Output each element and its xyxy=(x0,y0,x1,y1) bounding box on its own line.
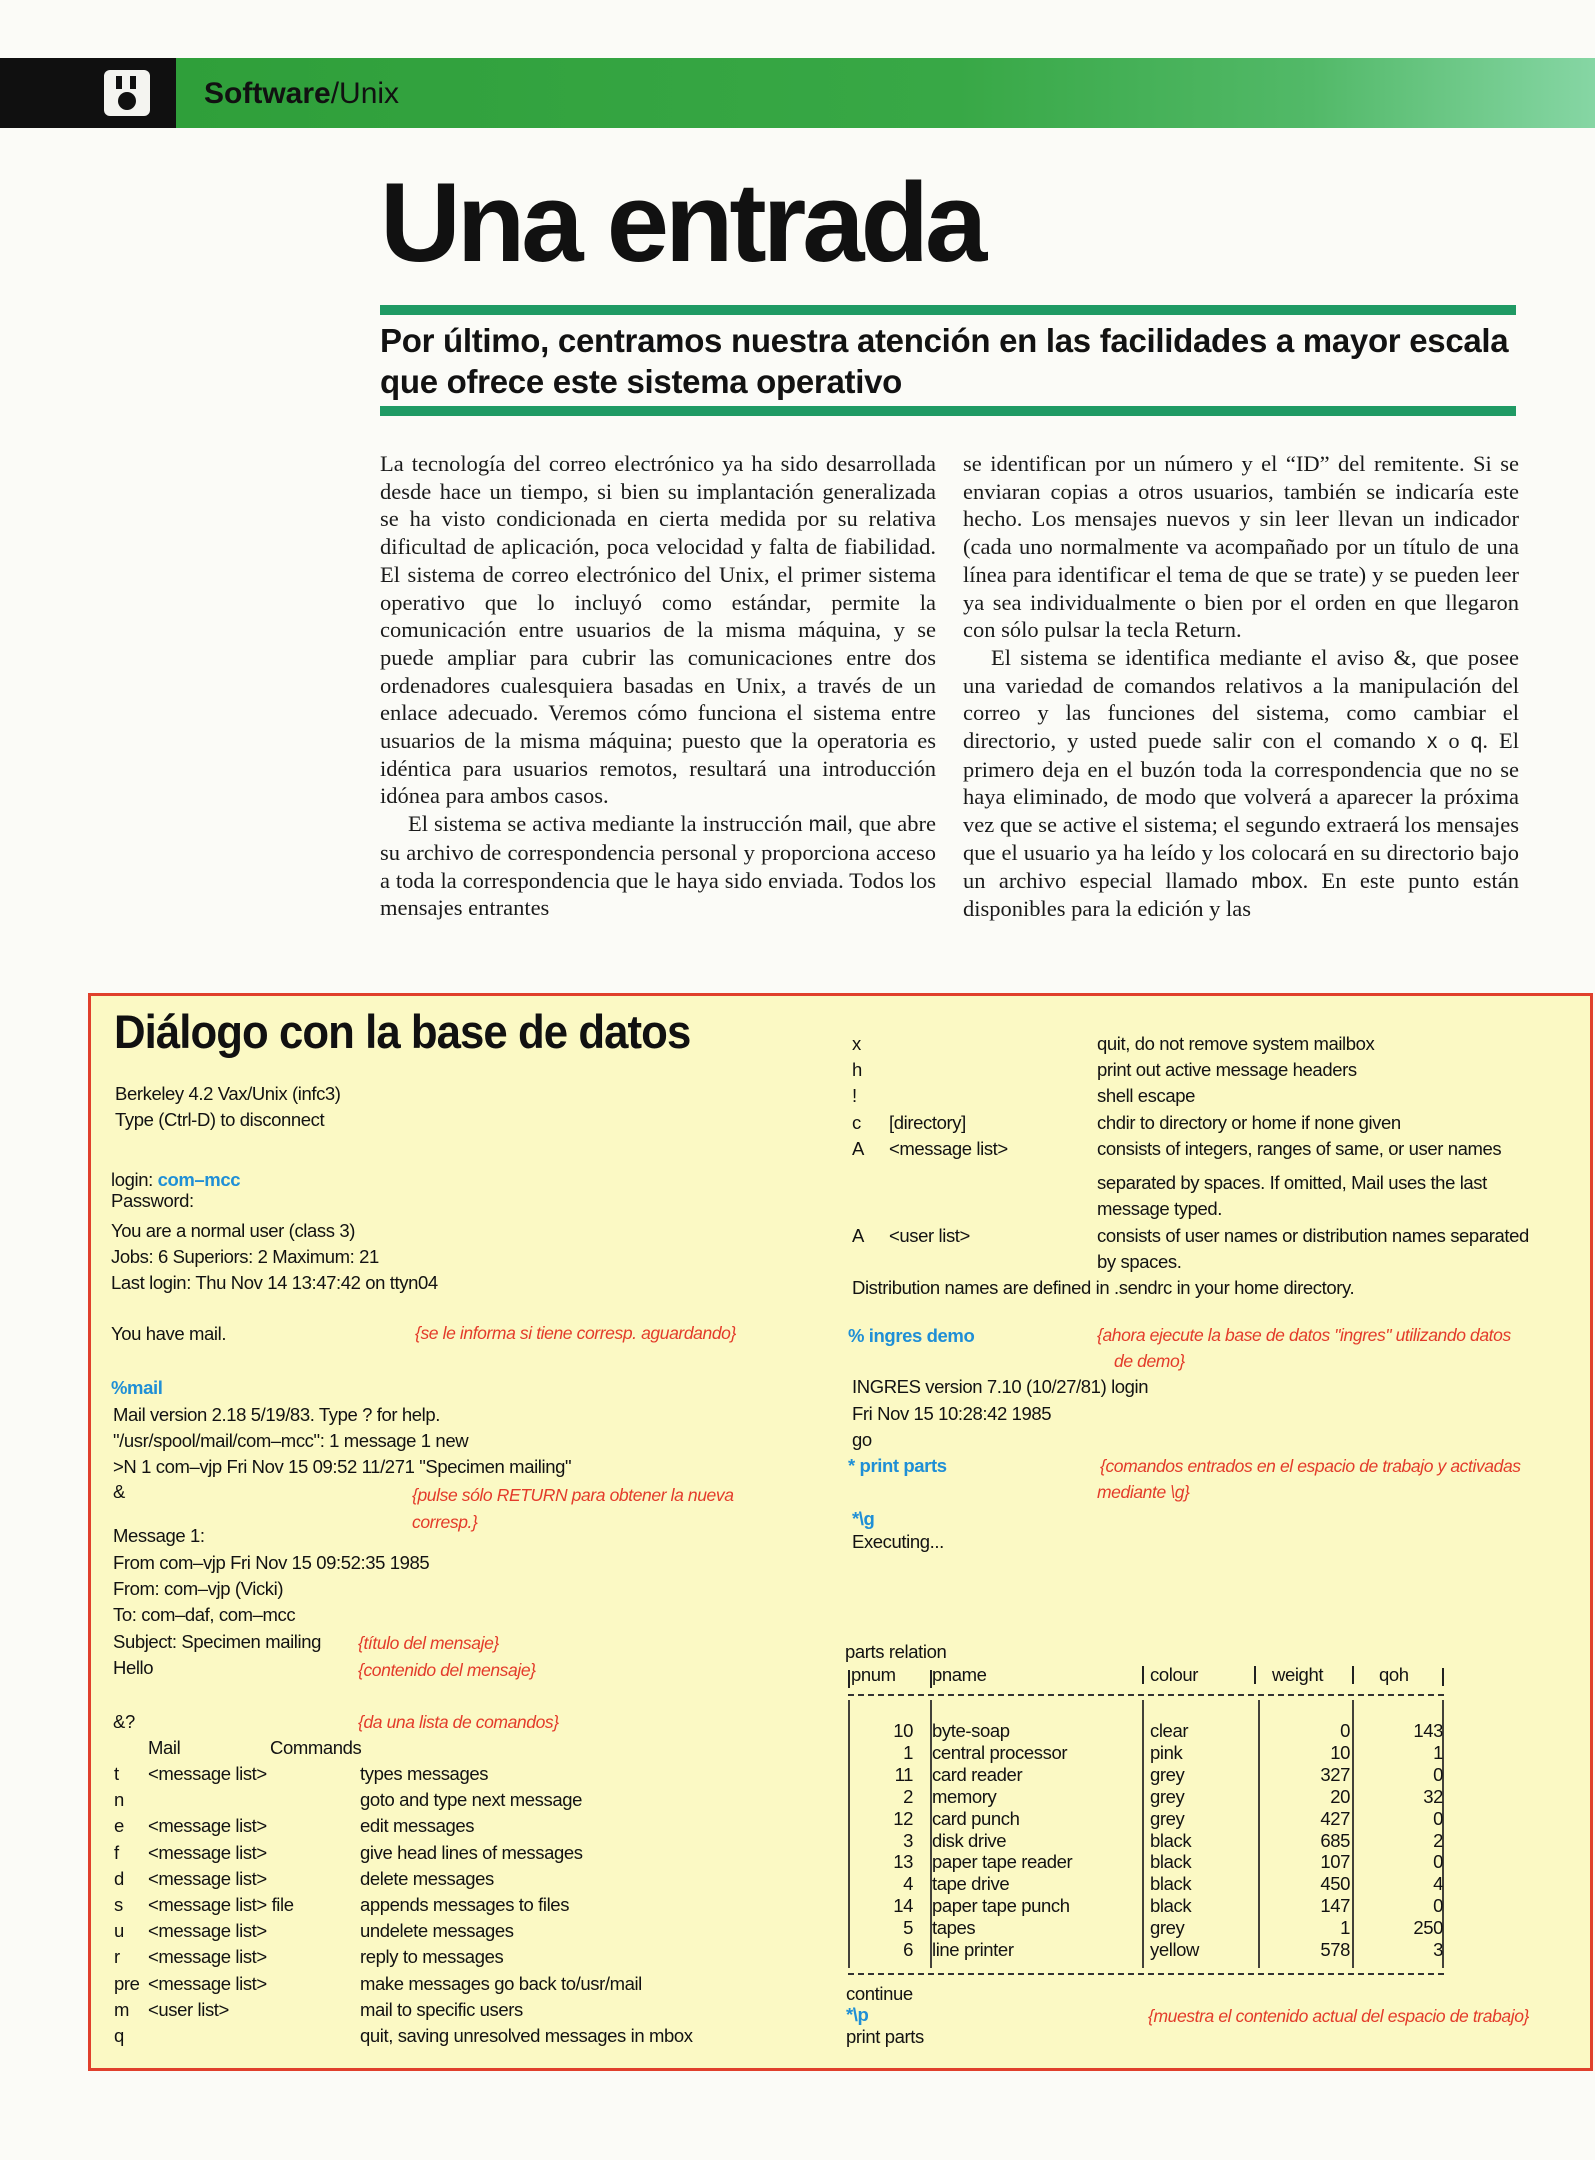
section-header-band xyxy=(0,58,1595,128)
table-column-divider xyxy=(848,1670,850,1688)
table-cell-weight: 107 xyxy=(1320,1851,1350,1873)
table-cell-pname: paper tape punch xyxy=(932,1895,1070,1917)
command-arg: [directory] xyxy=(889,1111,966,1133)
command-key: A xyxy=(852,1225,864,1246)
terminal-line: INGRES version 7.10 (10/27/81) login xyxy=(852,1376,1149,1397)
table-cell-pnum: 2 xyxy=(903,1785,913,1807)
terminal-line: Password: xyxy=(111,1190,194,1211)
annotation-note: {título del mensaje} xyxy=(358,1633,499,1653)
table-cell-weight: 578 xyxy=(1320,1939,1350,1960)
table-cell-colour: black xyxy=(1150,1873,1192,1895)
terminal-line: Last login: Thu Nov 14 13:47:42 on ttyn04 xyxy=(111,1272,438,1293)
command-arg: <message list> xyxy=(889,1137,1008,1159)
command-key: f xyxy=(114,1841,119,1863)
command-desc: consists of user names or distribution names separated xyxy=(1097,1225,1529,1246)
table-header-cell: weight xyxy=(1272,1664,1324,1685)
command-desc: mail to specific users xyxy=(360,1998,523,2020)
table-cell-weight: 427 xyxy=(1320,1807,1350,1829)
command-desc: consists of integers, ranges of same, or user names xyxy=(1097,1137,1502,1159)
command-key: s xyxy=(114,1894,123,1915)
terminal-line: &? xyxy=(113,1711,135,1732)
table-cell-colour: black xyxy=(1150,1895,1192,1917)
command-key: n xyxy=(114,1789,124,1811)
command-desc: goto and type next message xyxy=(360,1789,583,1811)
terminal-line: >N 1 com–vjp Fri Nov 15 09:52 11/271 "Specimen mailing" xyxy=(113,1456,572,1477)
terminal-line: "/usr/spool/mail/com–mcc": 1 message 1 new xyxy=(113,1430,469,1451)
terminal-line: From: com–vjp (Vicki) xyxy=(113,1578,284,1599)
table-cell-weight: 20 xyxy=(1330,1785,1350,1807)
command-key: ! xyxy=(852,1085,857,1107)
command-desc: give head lines of messages xyxy=(360,1841,583,1863)
table-column-divider xyxy=(1142,1700,1144,1968)
table-header-cell: colour xyxy=(1150,1664,1198,1685)
annotation-note: mediante \g} xyxy=(1097,1482,1190,1502)
annotation-note: {comandos entrados en el espacio de trabajo y activadas xyxy=(1100,1456,1521,1476)
table-cell-pname: tapes xyxy=(932,1917,976,1939)
command-key: t xyxy=(114,1763,119,1784)
command-desc: make messages go back to/usr/mail xyxy=(360,1972,642,1994)
annotation-note: {da una lista de comandos} xyxy=(358,1712,559,1732)
subtitle-rule-bottom xyxy=(380,406,1516,416)
table-cell-colour: grey xyxy=(1150,1785,1185,1807)
table-cell-pnum: 10 xyxy=(893,1720,913,1741)
command-desc: delete messages xyxy=(360,1867,494,1889)
article-column-left xyxy=(380,450,936,922)
terminal-line: go xyxy=(852,1429,872,1450)
table-rule xyxy=(848,1694,1444,1696)
annotation-note: de demo} xyxy=(1114,1351,1185,1371)
command-key: pre xyxy=(114,1972,140,1994)
table-column-divider xyxy=(848,1700,850,1968)
table-cell-pnum: 5 xyxy=(903,1917,913,1939)
table-cell-weight: 450 xyxy=(1320,1873,1350,1895)
table-cell-qoh: 32 xyxy=(1423,1785,1443,1807)
terminal-line: Jobs: 6 Superiors: 2 Maximum: 21 xyxy=(111,1246,379,1267)
terminal-line: continue xyxy=(846,1983,913,2004)
table-cell-pnum: 1 xyxy=(903,1741,913,1763)
terminal-line: Mail version 2.18 5/19/83. Type ? for help. xyxy=(113,1404,440,1425)
command-desc: print out active message headers xyxy=(1097,1059,1357,1081)
table-column-divider xyxy=(1352,1666,1354,1684)
annotation-note: {pulse sólo RETURN para obtener la nueva xyxy=(412,1485,734,1505)
table-cell-qoh: 3 xyxy=(1433,1939,1443,1960)
command-desc: types messages xyxy=(360,1763,489,1784)
command-key: e xyxy=(114,1815,124,1837)
annotation-note: corresp.} xyxy=(412,1512,478,1532)
table-cell-weight: 685 xyxy=(1320,1829,1350,1851)
terminal-line: You have mail. xyxy=(111,1323,227,1344)
command-key: x xyxy=(852,1033,861,1054)
command-arg: <message list> xyxy=(148,1815,267,1837)
command-desc: appends messages to files xyxy=(360,1894,570,1915)
table-cell-qoh: 0 xyxy=(1433,1807,1443,1829)
table-cell-pname: disk drive xyxy=(932,1829,1007,1851)
terminal-line: Hello xyxy=(113,1657,154,1678)
terminal-line: by spaces. xyxy=(1097,1251,1182,1272)
command-desc: reply to messages xyxy=(360,1946,504,1968)
command-arg: <message list> file xyxy=(148,1894,294,1915)
table-header-cell: pname xyxy=(932,1664,987,1685)
table-cell-weight: 0 xyxy=(1340,1720,1350,1741)
terminal-line: Berkeley 4.2 Vax/Unix (infc3) xyxy=(115,1083,341,1104)
command-desc: quit, do not remove system mailbox xyxy=(1097,1033,1375,1054)
terminal-command: %mail xyxy=(111,1377,163,1398)
terminal-line: To: com–daf, com–mcc xyxy=(113,1604,296,1625)
table-cell-colour: pink xyxy=(1150,1741,1183,1763)
table-cell-pname: card reader xyxy=(932,1763,1023,1785)
table-cell-weight: 1 xyxy=(1340,1917,1350,1939)
command-arg: <user list> xyxy=(889,1225,970,1246)
table-cell-pnum: 3 xyxy=(903,1829,913,1851)
paragraph: El sistema se identifica mediante el aviso &, que posee una variedad de comandos relativos a la manipulación del correo y las funciones del sistema, como cambiar el directorio, y usted puede salir con el comando x o q. El primero deja en el buzón toda la correspondencia que no se haya eliminado, de modo que volverá a aparecer la próxima vez que se active el sistema; el segundo extraerá los mensajes que el usuario ya ha leído y los colocará en su directorio bajo un archivo especial llamado mbox. En este punto están disponibles para la edición y las xyxy=(963,644,1520,922)
table-column-divider xyxy=(1142,1666,1144,1684)
floppy-disk-icon xyxy=(104,70,150,116)
table-cell-qoh: 1 xyxy=(1433,1741,1443,1763)
annotation-note: {se le informa si tiene corresp. aguardando} xyxy=(415,1323,736,1343)
command-arg: <message list> xyxy=(148,1946,267,1968)
table-cell-pname: byte-soap xyxy=(932,1720,1010,1741)
terminal-line: login: com–mcc xyxy=(111,1169,241,1190)
table-cell-pnum: 12 xyxy=(893,1807,913,1829)
table-cell-pname: card punch xyxy=(932,1807,1020,1829)
table-header-cell: qoh xyxy=(1379,1664,1409,1685)
table-cell-pname: central processor xyxy=(932,1741,1068,1763)
command-arg: <user list> xyxy=(148,1998,229,2020)
command-key: r xyxy=(114,1946,120,1968)
terminal-line: Fri Nov 15 10:28:42 1985 xyxy=(852,1403,1052,1424)
table-cell-colour: grey xyxy=(1150,1763,1185,1785)
terminal-line: Distribution names are defined in .sendrc in your home directory. xyxy=(852,1277,1355,1298)
command-arg: <message list> xyxy=(148,1841,267,1863)
table-cell-weight: 10 xyxy=(1330,1741,1350,1763)
command-desc: quit, saving unresolved messages in mbox xyxy=(360,2025,693,2046)
terminal-line: Subject: Specimen mailing xyxy=(113,1631,321,1652)
table-column-divider xyxy=(1442,1668,1444,1686)
table-cell-qoh: 250 xyxy=(1413,1917,1443,1939)
table-cell-weight: 327 xyxy=(1320,1763,1350,1785)
command-key: q xyxy=(114,2025,124,2046)
table-cell-qoh: 0 xyxy=(1433,1851,1443,1873)
table-cell-pnum: 6 xyxy=(903,1939,913,1960)
terminal-line: & xyxy=(113,1481,125,1502)
command-key: m xyxy=(114,1998,130,2020)
annotation-note: {ahora ejecute la base de datos "ingres" utilizando datos xyxy=(1097,1325,1511,1345)
table-cell-pname: tape drive xyxy=(932,1873,1010,1895)
terminal-line: print parts xyxy=(846,2026,924,2047)
table-rule xyxy=(848,1973,1444,1975)
table-cell-colour: black xyxy=(1150,1829,1192,1851)
section-label: Software/Unix xyxy=(204,77,400,110)
terminal-command: *\g xyxy=(852,1508,875,1529)
command-list-heading: Commands xyxy=(270,1737,362,1758)
table-cell-qoh: 143 xyxy=(1413,1720,1443,1741)
terminal-line: Message 1: xyxy=(113,1525,205,1546)
subtitle-rule-top xyxy=(380,305,1516,315)
command-arg: <message list> xyxy=(148,1920,267,1942)
paragraph: se identifican por un número y el “ID” del remitente. Si se enviaran copias a otros usuarios, también se indicaría este hecho. Los mensajes nuevos y sin leer llevan un indicador (cada uno normalmente va acompañado por un título de una línea para identificar el tema de que se trate) y se pueden leer ya sea individualmente o bien por el orden en que llegaron con sólo pulsar la tecla Return. xyxy=(963,451,1519,643)
table-cell-pnum: 11 xyxy=(894,1763,913,1785)
table-column-divider xyxy=(930,1670,932,1688)
command-list-heading: Mail xyxy=(148,1737,181,1758)
table-cell-pname: paper tape reader xyxy=(932,1851,1073,1873)
terminal-line: Type (Ctrl-D) to disconnect xyxy=(115,1109,325,1130)
table-cell-weight: 147 xyxy=(1320,1895,1350,1917)
command-key: u xyxy=(114,1920,124,1942)
table-column-divider xyxy=(1254,1666,1256,1684)
command-arg: <message list> xyxy=(148,1867,267,1889)
table-cell-colour: clear xyxy=(1150,1720,1189,1741)
command-key: A xyxy=(852,1137,864,1159)
command-arg: <message list> xyxy=(148,1972,267,1994)
command-desc: chdir to directory or home if none given xyxy=(1097,1111,1401,1133)
table-cell-pnum: 14 xyxy=(893,1895,913,1917)
table-cell-colour: grey xyxy=(1150,1917,1185,1939)
table-column-divider xyxy=(1258,1700,1260,1968)
table-caption: parts relation xyxy=(845,1641,947,1662)
table-cell-colour: yellow xyxy=(1150,1939,1200,1960)
table-cell-qoh: 0 xyxy=(1433,1763,1443,1785)
table-header-cell: pnum xyxy=(851,1664,896,1685)
annotation-note: {muestra el contenido actual del espacio de trabajo} xyxy=(1148,2006,1529,2026)
command-desc: shell escape xyxy=(1097,1085,1196,1107)
annotation-note: {contenido del mensaje} xyxy=(358,1660,536,1680)
article-subtitle: Por último, centramos nuestra atención en las facilidades a mayor escala que ofrece este sistema operativo xyxy=(380,322,1509,400)
table-cell-colour: grey xyxy=(1150,1807,1185,1829)
paragraph: La tecnología del correo electrónico ya ha sido desarrollada desde hace un tiempo, si bien su implantación generalizada se ha visto condicionada en cierta medida por su relativa dificultad de aplicación, poca velocidad y falta de fiabilidad. El sistema de correo electrónico del Unix, el primer sistema operativo que lo incluyó como estándar, permite la comunicación entre usuarios de la misma máquina, y se puede ampliar para cubrir las comunicaciones entre dos ordenadores cualesquiera basadas en Unix, a través de un enlace adecuado. Veremos cómo funciona el sistema entre usuarios de la misma máquina; puesto que la operatoria es idéntica para usuarios remotos, resultará una introducción idónea para ambos casos. xyxy=(380,451,936,809)
table-cell-pname: memory xyxy=(932,1785,997,1807)
command-key: h xyxy=(852,1059,862,1081)
article-title: Una entrada xyxy=(380,160,984,285)
terminal-line: separated by spaces. If omitted, Mail uses the last xyxy=(1097,1172,1487,1193)
terminal-line: From com–vjp Fri Nov 15 09:52:35 1985 xyxy=(113,1552,430,1573)
box-title: Diálogo con la base de datos xyxy=(114,1005,691,1058)
table-cell-pname: line printer xyxy=(932,1939,1014,1960)
terminal-command: *\p xyxy=(846,2004,869,2025)
table-cell-pnum: 13 xyxy=(893,1851,913,1873)
table-column-divider xyxy=(1352,1700,1354,1968)
table-cell-pnum: 4 xyxy=(903,1873,913,1895)
terminal-line: You are a normal user (class 3) xyxy=(111,1220,355,1241)
table-cell-qoh: 4 xyxy=(1433,1873,1443,1895)
terminal-line: Executing... xyxy=(852,1531,944,1552)
command-desc: undelete messages xyxy=(360,1920,514,1942)
table-cell-qoh: 2 xyxy=(1433,1829,1443,1851)
command-arg: <message list> xyxy=(148,1763,267,1784)
table-cell-qoh: 0 xyxy=(1433,1895,1443,1917)
table-cell-colour: black xyxy=(1150,1851,1192,1873)
command-key: d xyxy=(114,1867,124,1889)
terminal-line: message typed. xyxy=(1097,1198,1223,1219)
terminal-command: * print parts xyxy=(848,1455,947,1476)
article-column-right xyxy=(963,450,1519,923)
paragraph: El sistema se activa mediante la instrucción mail, que abre su archivo de correspondencia personal y proporciona acceso a toda la correspondencia que le haya sido enviada. Todos los mensajes entrantes xyxy=(380,811,936,921)
command-key: c xyxy=(852,1111,861,1133)
command-desc: edit messages xyxy=(360,1815,475,1837)
terminal-command: % ingres demo xyxy=(848,1325,975,1346)
